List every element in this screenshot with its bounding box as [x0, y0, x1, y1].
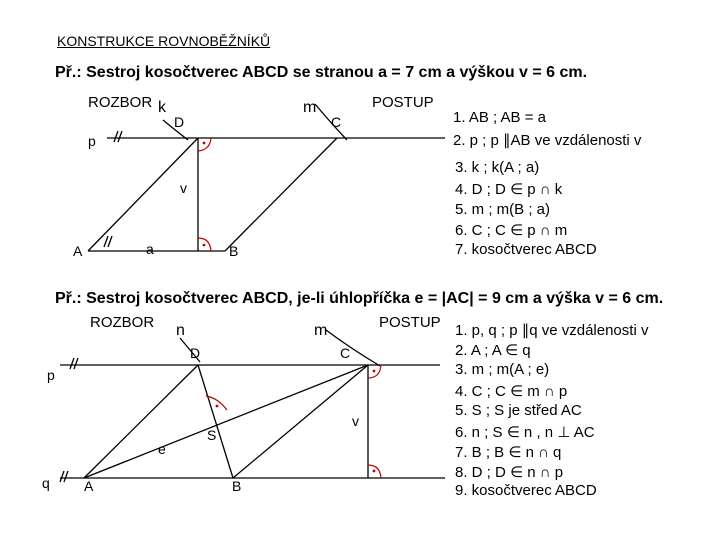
task1-label-A: A	[73, 243, 83, 259]
task2-step: 2. A ; A ∈ q	[455, 342, 531, 359]
task2-step: 3. m ; m(A ; e)	[455, 361, 550, 378]
task2-label-m: m	[314, 322, 328, 339]
task2-step: 4. C ; C ∈ m ∩ p	[455, 383, 568, 400]
parallel-mark	[74, 358, 78, 369]
parallel-mark	[64, 471, 68, 482]
page-heading: KONSTRUKCE ROVNOBĚŽNÍKŮ	[57, 33, 271, 49]
task1-label-k: k	[158, 99, 166, 116]
task1-rozbor-label: ROZBOR	[88, 94, 153, 111]
side-AD	[88, 138, 198, 251]
task2-label-p: p	[47, 367, 55, 383]
parallel-mark	[70, 358, 74, 369]
task2-postup-label: POSTUP	[379, 314, 441, 331]
arc-n	[180, 338, 200, 362]
task1-label-v: v	[180, 180, 187, 196]
side-BC	[225, 138, 337, 251]
right-angle-dot	[216, 405, 219, 408]
task1-postup-label: POSTUP	[372, 94, 434, 111]
task2-title: Př.: Sestroj kosočtverec ABCD, je-li úhlopříčka e = |AC| = 9 cm a výška v = 6 cm.	[55, 290, 664, 307]
task2-label-C: C	[340, 345, 351, 361]
task2-label-v: v	[352, 413, 359, 429]
side-AD	[84, 365, 198, 478]
task2-step: 6. n ; S ∈ n , n ⊥ AC	[455, 424, 595, 441]
right-angle-dot	[203, 244, 206, 247]
right-angle-dot	[373, 470, 376, 473]
task1-step: 7. kosočtverec ABCD	[455, 241, 597, 258]
diagram-2	[60, 330, 445, 482]
task1-step: 6. C ; C ∈ p ∩ m	[455, 222, 568, 239]
task1-label-C: C	[331, 114, 342, 130]
parallel-mark	[104, 236, 108, 247]
right-angle-dot	[203, 142, 206, 145]
task1-label-D: D	[174, 114, 185, 130]
task2-step: 5. S ; S je střed AC	[455, 402, 582, 419]
task2-label-e: e	[158, 441, 166, 457]
task2-label-n: n	[176, 322, 185, 339]
right-angle-mark	[198, 138, 211, 151]
task1-step: 4. D ; D ∈ p ∩ k	[455, 181, 563, 198]
task1-label-m: m	[303, 99, 317, 116]
task1-step: 2. p ; p ∥AB ve vzdálenosti v	[453, 132, 642, 149]
task1-step: 3. k ; k(A ; a)	[455, 159, 540, 176]
arc-m	[326, 330, 380, 366]
task2-step: 1. p, q ; p ∥q ve vzdálenosti v	[455, 322, 649, 339]
task2-step: 7. B ; B ∈ n ∩ q	[455, 444, 562, 461]
parallel-mark	[60, 471, 64, 482]
task2-label-A: A	[84, 478, 94, 494]
task2-label-D: D	[190, 345, 201, 361]
parallel-mark	[114, 131, 118, 142]
task1-label-p: p	[88, 133, 96, 149]
arc-k	[163, 120, 188, 140]
task1-step: 1. AB ; AB = a	[453, 109, 546, 126]
task2-label-B: B	[232, 478, 242, 494]
task1-title: Př.: Sestroj kosočtverec ABCD se stranou a = 7 cm a výškou v = 6 cm.	[55, 64, 588, 81]
diagonal-AC	[84, 365, 368, 478]
task2-step: 8. D ; D ∈ n ∩ p	[455, 464, 564, 481]
parallel-mark	[118, 131, 122, 142]
task1-label-a: a	[146, 241, 154, 257]
side-BC	[233, 365, 368, 478]
diagram-1	[88, 104, 445, 251]
task1-label-B: B	[229, 243, 239, 259]
task2-label-q: q	[42, 475, 50, 491]
task2-rozbor-label: ROZBOR	[90, 314, 155, 331]
arc-m	[315, 104, 347, 140]
task2-step: 9. kosočtverec ABCD	[455, 482, 597, 499]
task1-step: 5. m ; m(B ; a)	[455, 201, 551, 218]
right-angle-dot	[373, 370, 376, 373]
task2-label-S: S	[207, 427, 217, 443]
parallel-mark	[108, 236, 112, 247]
